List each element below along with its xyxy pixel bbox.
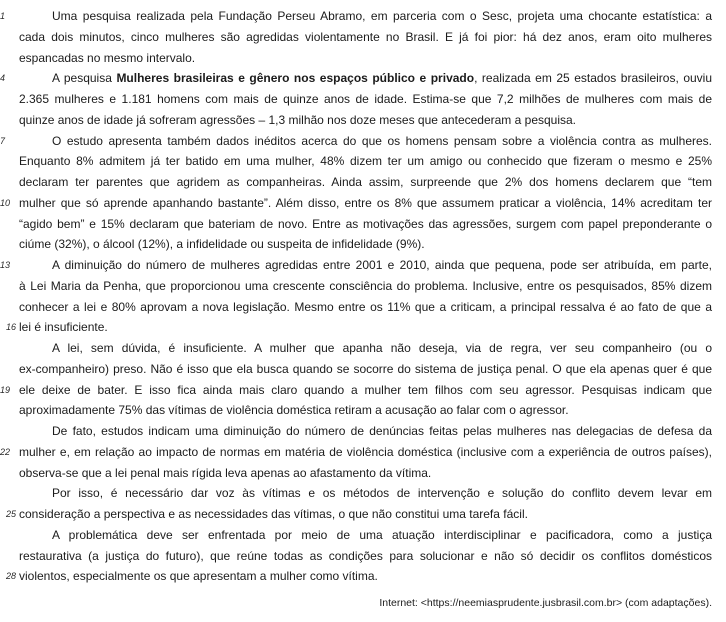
text-segment: violentos, especialmente os que apresentam a mulher como vítima. (19, 569, 378, 584)
text-segment: Por isso, é necessário dar voz às vítimas e os métodos de intervenção e solução do conflito devem levar em (52, 486, 712, 501)
text-line (0, 297, 726, 318)
text-segment: , realizada em 25 estados brasileiros, ouviu (474, 71, 713, 86)
line-number: 7 (0, 135, 6, 146)
text-line (0, 380, 726, 401)
text-line (0, 483, 726, 504)
text-line (0, 89, 726, 110)
text-segment: 2.365 mulheres e 1.181 homens com mais de quinze anos de idade. Estima-se que 7,2 milhões de mulheres com mais de (19, 92, 712, 106)
text-segment: A lei, sem dúvida, é insuficiente. A mulher que apanha não deseja, via de regra, ver seu companheiro (ou o (52, 341, 712, 355)
text-line (0, 214, 726, 235)
text-line (0, 255, 726, 276)
text-line (0, 276, 726, 297)
text-segment: ex-companheiro) preso. Não é isso que ela busca quando se socorre do sistema de justiça penal. O que ela apenas quer é que (19, 361, 712, 376)
research-title-bold: Mulheres brasileiras e gênero nos espaços público e privado (116, 71, 475, 86)
text-segment: “agido bem” e 15% declaram que bateriam de novo. Entre as motivações das agressões, surgem com papel preponderante o (19, 216, 712, 231)
line-number: 28 (5, 571, 16, 582)
text-body (0, 6, 726, 587)
text-line (0, 110, 726, 131)
text-line (0, 6, 726, 27)
text-line (0, 68, 726, 89)
text-segment: O estudo apresenta também dados inéditos acerca do que os homens pensam sobre a violência contra as mulheres. (52, 133, 712, 148)
text-line (0, 48, 726, 69)
text-segment: consideração a perspectiva e as necessidades das vítimas, o que não constitui uma tarefa fácil. (19, 507, 528, 521)
text-segment: quinze anos de idade já sofreram agressões – 1,3 milhão nos doze meses que antecederam a pesquisa. (19, 112, 577, 127)
text-line (0, 400, 726, 421)
text-line (0, 317, 726, 338)
text-segment: lei é insuficiente. (19, 320, 108, 335)
text-segment: De fato, estudos indicam uma diminuição do número de denúncias feitas pelas mulheres nas delegacias de defesa da (52, 424, 712, 438)
line-number: 22 (0, 446, 11, 457)
text-segment: Uma pesquisa realizada pela Fundação Perseu Abramo, em parceria com o Sesc, projeta uma chocante estatística: a (52, 9, 712, 23)
text-segment: A problemática deve ser enfrentada por meio de uma atuação interdisciplinar e pacificadora, como a justiça (52, 527, 712, 542)
text-line (0, 193, 726, 214)
line-number: 4 (0, 73, 6, 84)
text-line (0, 359, 726, 380)
text-segment: ele deixe de bater. E isso fica ainda mais claro quando a mulher tem filhos com seu agressor. Pesquisas indicam que (19, 382, 712, 397)
source-citation: Internet: <https://neemiasprudente.jusbrasil.com.br> (com adaptações). (379, 597, 712, 609)
text-line (0, 442, 726, 463)
line-number: 1 (0, 11, 6, 21)
text-segment: restaurativa (a justiça do futuro), que reúne todas as condições para solucionar e não só decidir os conflitos domésticos (19, 548, 712, 563)
text-segment: mulher que só aprende apanhando bastante”. Além disso, entre os 8% que assumem praticar a violência, 14% acreditam ter (19, 195, 712, 210)
text-segment: A diminuição do número de mulheres agredidas entre 2001 e 2010, ainda que pequena, pode ser atribuída, em parte, (52, 258, 712, 272)
text-line (0, 151, 726, 172)
line-number: 16 (5, 322, 16, 333)
line-number: 13 (0, 260, 11, 270)
text-segment: à Lei Maria da Penha, que proporcionou uma crescente consciência do problema. Inclusive, entre os pesquisados, 85% dizem (19, 278, 712, 293)
text-line (0, 234, 726, 255)
text-line (0, 27, 726, 48)
text-segment: mulher e, em relação ao impacto de normas em matéria de violência doméstica (inclusive com a experiência de outros países), (19, 444, 712, 459)
text-segment: cada dois minutos, cinco mulheres são agredidas violentamente no Brasil. E já foi pior: há dez anos, eram oito mulheres (19, 29, 712, 44)
text-segment: Enquanto 8% admitem já ter batido em uma mulher, 48% dizem ter um amigo ou conhecido que fizeram o mesmo e 25% (19, 154, 712, 169)
text-line (0, 566, 726, 587)
text-segment: ciúme (32%), o álcool (12%), a infidelidade ou suspeita de infidelidade (9%). (19, 237, 425, 252)
text-line (0, 172, 726, 193)
text-segment: conhecer a lei e 80% aprovam a nova legislação. Mesmo entre os 11% que a criticam, a principal ressalva é ao fato de que a (19, 299, 712, 314)
text-line (0, 504, 726, 525)
text-line (0, 421, 726, 442)
text-segment: observa-se que a lei penal mais rígida leva apenas ao afastamento da vítima. (19, 465, 432, 480)
text-line (0, 525, 726, 546)
line-number: 19 (0, 384, 11, 395)
text-segment: aproximadamente 75% das vítimas de violência doméstica retiram a acusação ao falar com o agressor. (19, 403, 569, 418)
line-number: 25 (5, 509, 16, 519)
text-segment: espancadas no mesmo intervalo. (19, 50, 196, 65)
text-segment: declaram ter parentes que agridem as companheiras. Ainda assim, surpreende que 2% dos homens declarem que “tem (19, 175, 712, 189)
line-number: 10 (0, 197, 11, 208)
text-line (0, 546, 726, 567)
text-line (0, 338, 726, 359)
text-segment: A pesquisa (52, 71, 117, 86)
text-line (0, 131, 726, 152)
text-line (0, 463, 726, 484)
